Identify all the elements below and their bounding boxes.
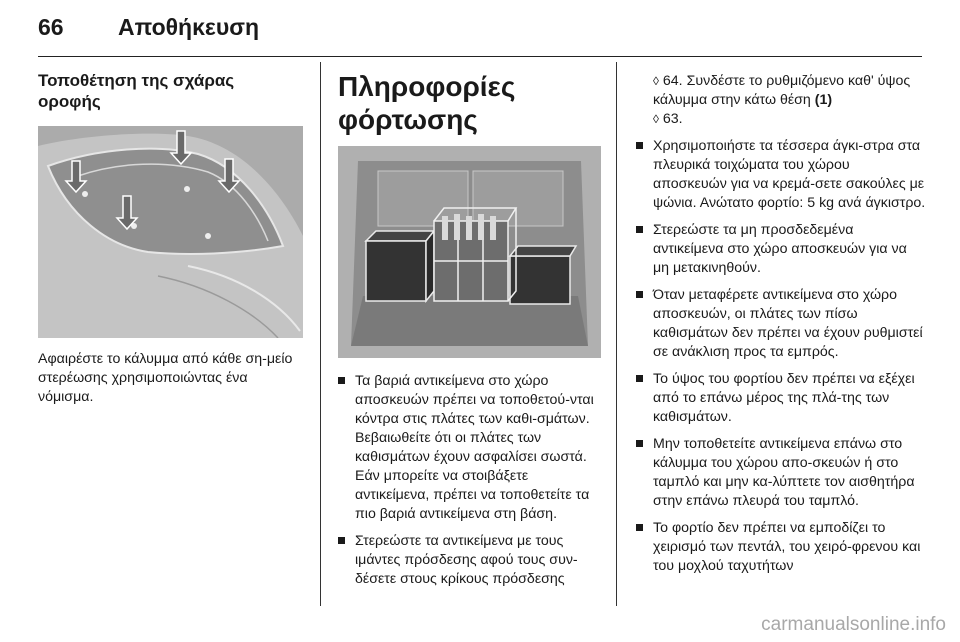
list-item (636, 370, 926, 427)
chapter-title: Αποθήκευση (118, 14, 260, 40)
section-heading-loading-info: Πληροφορίες φόρτωσης (338, 71, 516, 135)
column-divider-2 (616, 62, 617, 606)
bullet-icon (636, 142, 643, 149)
page-number: 66 (38, 14, 64, 40)
page-reference: 63. (662, 111, 683, 127)
bullet-text: Το φορτίο δεν πρέπει να εμποδίζει το χειρισμό των πεντάλ, του χειρό-φρενου και του μοχλού ταχυτήτων (653, 520, 921, 574)
continuation-paragraph (636, 72, 926, 129)
list-item (636, 435, 926, 511)
bullet-icon (338, 537, 345, 544)
bullet-text: Τα βαριά αντικείμενα στο χώρο αποσκευών πρέπει να τοποθετού-νται κόντρα στις πλάτες των καθι-σμάτων. Βεβαιωθείτε ότι οι πλάτες των καθισμάτων έχουν ασφαλίσει σωστά. Εάν μπορείτε να στοιβάξετε αντικείμενα, πρέπει να τοποθετείτε τα πιο βαριά αντικείμενα στη βάση. (355, 373, 594, 522)
bullet-text: Μην τοποθετείτε αντικείμενα επάνω στο κάλυμμα του χώρου απο-σκευών ή στο ταμπλό και μην κα-λύπτετε τον αισθητήρα στην επάνω πλευρά του ταμπλό. (653, 436, 915, 509)
section-heading-roof-rack: Τοποθέτηση της σχάρας οροφής (38, 71, 235, 111)
column-loading-info (338, 70, 606, 597)
bullet-icon (636, 524, 643, 531)
loaded-trunk-illustration (338, 146, 601, 358)
list-item (338, 372, 606, 524)
bullet-text: Το ύψος του φορτίου δεν πρέπει να εξέχει από το επάνω μέρος της πλά-της των καθισμάτων. (653, 371, 915, 425)
list-item (338, 532, 606, 589)
roof-rack-instruction: Αφαιρέστε το κάλυμμα από κάθε ση-μείο στερέωσης χρησιμοποιώντας ένα νόμισμα. (38, 351, 293, 405)
bullet-icon (636, 291, 643, 298)
list-item (636, 137, 926, 213)
bullet-text: Όταν μεταφέρετε αντικείμενα στο χώρο αποσκευών, οι πλάτες των πίσω καθισμάτων δεν πρέπει να έχουν ρυθμιστεί σε ανάκλιση προς τα εμπρός. (653, 287, 923, 360)
list-item (636, 519, 926, 576)
column-loading-continued (636, 72, 926, 584)
bullet-text: Χρησιμοποιήστε τα τέσσερα άγκι-στρα στα πλευρικά τοιχώματα του χώρου αποσκευών για να κρεμά-σετε σακούλες με ψώνια. Ανώτατο φορτίο: 5 kg ανά άγκιστρο. (653, 138, 926, 211)
column-divider-1 (320, 62, 321, 606)
trunk-icon (338, 146, 601, 358)
header-rule (38, 56, 922, 57)
loading-bullet-list-continued (636, 137, 926, 576)
bullet-icon (338, 377, 345, 384)
page-reference: 64. (662, 73, 683, 89)
bullet-icon (636, 226, 643, 233)
position-marker: (1) (814, 92, 833, 108)
bullet-icon (636, 375, 643, 382)
page-reference-icon: ◊ (653, 74, 659, 88)
roof-rack-mounting-points-illustration (38, 126, 303, 338)
watermark: carmanualsonline.info (761, 614, 946, 635)
column-roof-rack (38, 70, 306, 407)
continuation-text: Συνδέστε το ρυθμιζόμενο καθ' ύψος κάλυμμα στην κάτω θέση (653, 73, 911, 108)
loading-bullet-list (338, 372, 606, 589)
bullet-text: Στερεώστε τα αντικείμενα με τους ιμάντες πρόσδεσης αφού τους συν-δέσετε στους κρίκους πρόσδεσης (355, 533, 578, 587)
bullet-text: Στερεώστε τα μη προσδεδεμένα αντικείμενα στο χώρο αποσκευών για να μη μετακινηθούν. (653, 222, 907, 276)
list-item (636, 221, 926, 278)
bullet-icon (636, 440, 643, 447)
list-item (636, 286, 926, 362)
page-reference-icon: ◊ (653, 112, 659, 126)
car-roof-icon (38, 126, 303, 338)
